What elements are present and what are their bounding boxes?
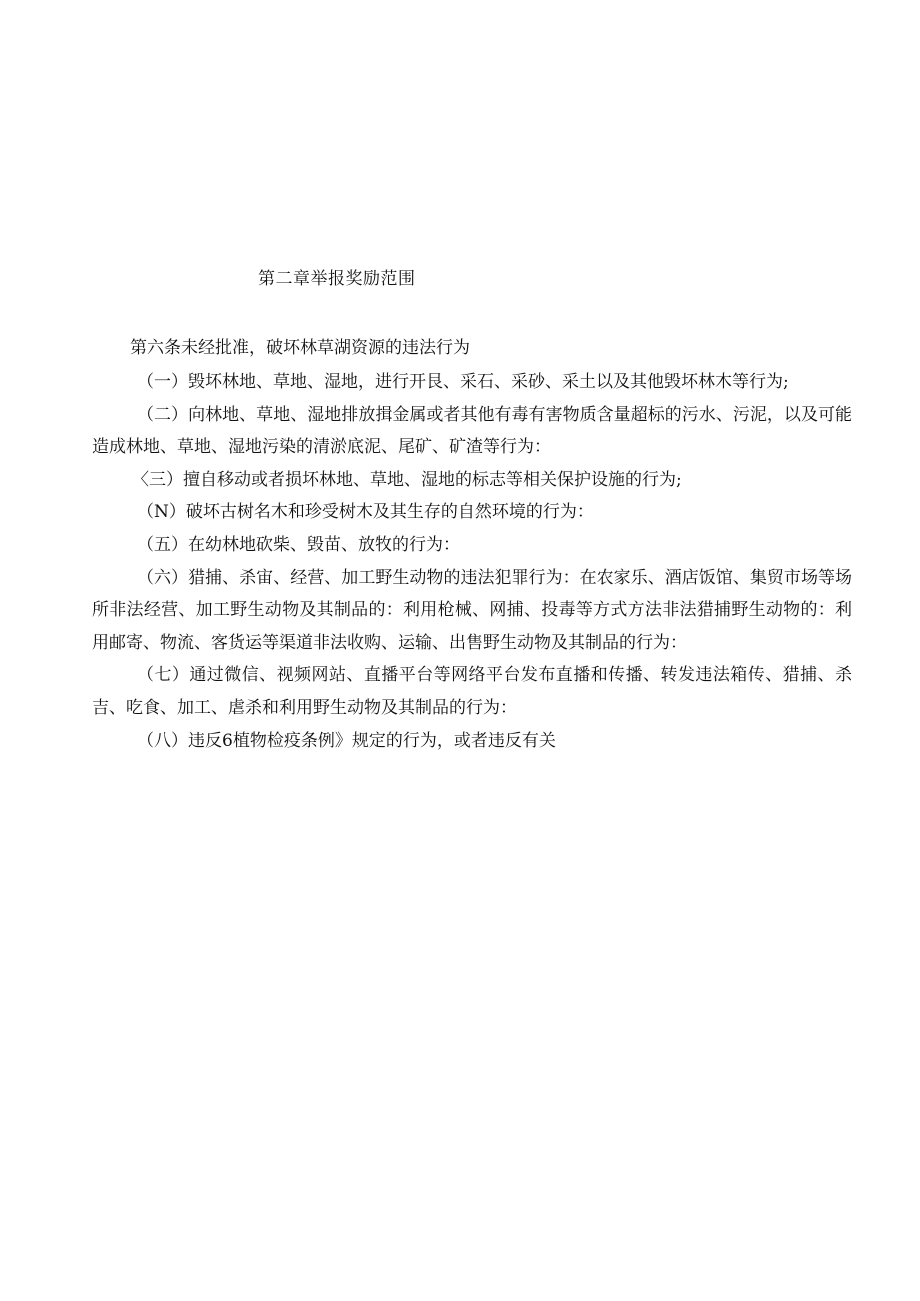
paragraph-item-2: （二）向林地、草地、湿地排放揖金属或者其他有毒有害物质含量超标的污水、污泥，以及可能造成林地、草地、湿地污染的清淤底泥、尾矿、矿渣等行为： (92, 404, 852, 458)
paragraph-item-3: 〈三）擅自移动或者损坏林地、草地、湿地的标志等相关保护设施的行为; (132, 469, 682, 490)
paragraph-item-4: （N）破坏古树名木和珍受树木及其生存的自然环境的行为： (137, 502, 594, 523)
article-body (92, 366, 852, 757)
paragraph-item-8: （八）违反6植物检疫条例》规定的行为，或者违反有关 (137, 730, 556, 751)
paragraph-item-5: （五）在幼林地砍柴、毁苗、放牧的行为： (137, 534, 460, 555)
paragraph-item-6: （六）猎捕、杀宙、经营、加工野生动物的违法犯罪行为：在农家乐、酒店饭馆、集贸市场等场所非法经营、加工野生动物及其制品的：利用枪械、网捕、投毒等方式方法非法猎捕野生动物的：利用邮寄、物流、客货运等渠道非法收购、运输、出售野生动物及其制品的行为： (92, 567, 852, 653)
paragraph-item-7: （七）通过微信、视频网站、直播平台等网络平台发布直播和传播、转发违法箱传、猎捕、杀吉、吃食、加工、虐杀和利用野生动物及其制品的行为： (92, 665, 852, 718)
paragraph-item-1: （一）毁坏林地、草地、湿地，进行开艮、采石、采砂、采土以及其他毁坏林木等行为; (137, 372, 789, 392)
article-title: 第六条未经批准，破坏林草湖资源的违法行为 (130, 338, 470, 358)
chapter-title: 第二章举报奖励范围 (258, 269, 416, 289)
